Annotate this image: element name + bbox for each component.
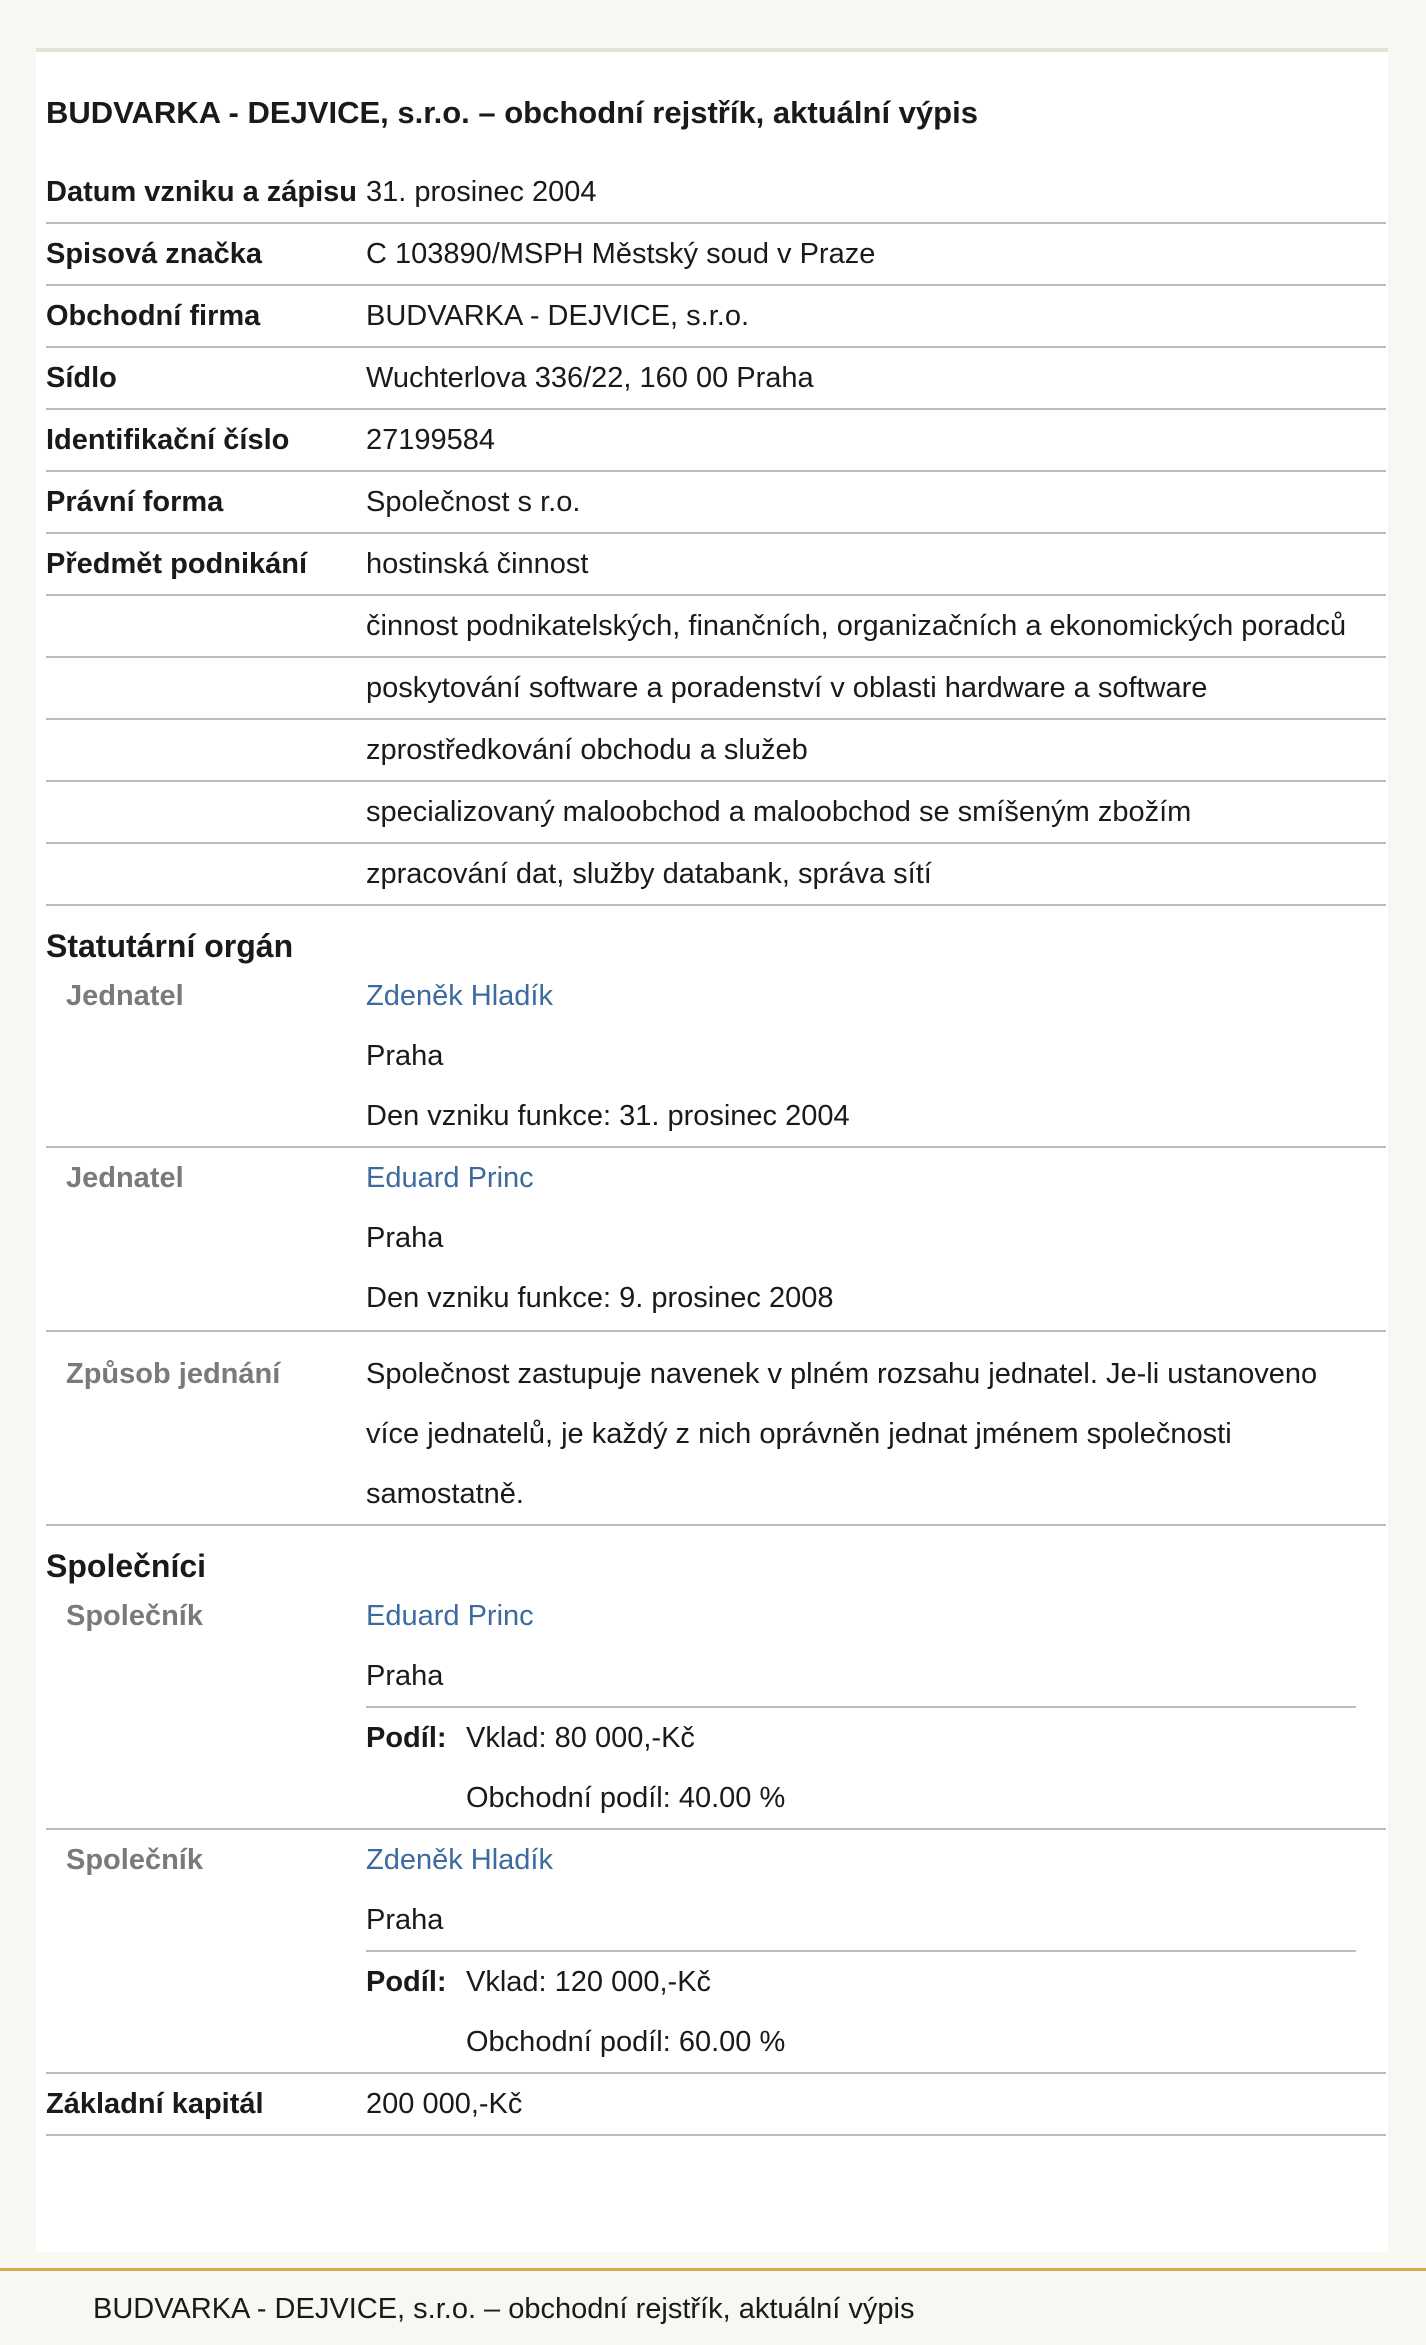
row-predmet-5 xyxy=(46,844,1386,906)
predmet-item: zpracování dat, služby databank, správa sítí xyxy=(366,858,932,890)
datum-label: Datum vzniku a zápisu xyxy=(46,176,358,208)
podil-label: Podíl: xyxy=(366,1966,447,1998)
row-predmet-1 xyxy=(46,596,1386,658)
firma-value: BUDVARKA - DEJVICE, s.r.o. xyxy=(366,300,750,332)
vklad-value: Vklad: 80 000,-Kč xyxy=(466,1722,695,1754)
person-name-link[interactable]: Eduard Princ xyxy=(366,1600,534,1632)
zpusob-label: Způsob jednání xyxy=(66,1358,281,1390)
page-title: BUDVARKA - DEJVICE, s.r.o. – obchodní rejstřík, aktuální výpis xyxy=(46,95,978,130)
role-label: Jednatel xyxy=(66,1162,184,1194)
vklad-value: Vklad: 120 000,-Kč xyxy=(466,1966,712,1998)
person-city: Praha xyxy=(366,1222,444,1254)
forma-label: Právní forma xyxy=(46,486,224,518)
predmet-item: zprostředkování obchodu a služeb xyxy=(366,734,808,766)
row-spisova-znacka xyxy=(46,224,1386,286)
row-sidlo xyxy=(46,348,1386,410)
row-zpusob-jednani xyxy=(46,1332,1386,1526)
row-datum-vzniku xyxy=(46,162,1386,224)
row-ic xyxy=(46,410,1386,472)
role-label: Společník xyxy=(66,1600,203,1632)
spolecnik-2 xyxy=(46,1830,1386,2074)
predmet-item: poskytování software a poradenství v oblasti hardware a software xyxy=(366,672,1208,704)
footer-text: BUDVARKA - DEJVICE, s.r.o. – obchodní rejstřík, aktuální výpis xyxy=(93,2293,915,2325)
podil-block xyxy=(366,1950,1356,2072)
statutar-member-1 xyxy=(46,966,1386,1148)
spolecnici-heading: Společníci xyxy=(46,1548,207,1584)
page-footer xyxy=(0,2268,1426,2345)
podil-label: Podíl: xyxy=(366,1722,447,1754)
row-zakladni-kapital xyxy=(46,2074,1386,2136)
datum-value: 31. prosinec 2004 xyxy=(366,176,597,208)
function-since: Den vzniku funkce: 9. prosinec 2008 xyxy=(366,1282,834,1314)
predmet-item: činnost podnikatelských, finančních, organizačních a ekonomických poradců xyxy=(366,610,1347,642)
predmet-item: specializovaný maloobchod a maloobchod se smíšeným zbožím xyxy=(366,796,1192,828)
statutarni-heading: Statutární orgán xyxy=(46,928,294,964)
spolecnik-1 xyxy=(46,1586,1386,1830)
row-predmet-2 xyxy=(46,658,1386,720)
forma-value: Společnost s r.o. xyxy=(366,486,581,518)
row-pravni-forma xyxy=(46,472,1386,534)
obchodni-podil-value: Obchodní podíl: 40.00 % xyxy=(466,1782,786,1814)
statutar-member-2 xyxy=(46,1148,1386,1332)
ic-label: Identifikační číslo xyxy=(46,424,290,456)
kapital-value: 200 000,-Kč xyxy=(366,2088,523,2120)
record-content xyxy=(46,94,1386,2136)
role-label: Společník xyxy=(66,1844,203,1876)
predmet-label: Předmět podnikání xyxy=(46,548,308,580)
firma-label: Obchodní firma xyxy=(46,300,261,332)
podil-block xyxy=(366,1706,1356,1828)
row-predmet-4 xyxy=(46,782,1386,844)
zpusob-text-line: více jednatelů, je každý z nich oprávněn jednat jménem společnosti xyxy=(366,1418,1232,1450)
spis-value: C 103890/MSPH Městský soud v Praze xyxy=(366,238,876,270)
function-since: Den vzniku funkce: 31. prosinec 2004 xyxy=(366,1100,850,1132)
record-card xyxy=(36,48,1388,2252)
spis-label: Spisová značka xyxy=(46,238,262,270)
kapital-label: Základní kapitál xyxy=(46,2088,264,2120)
predmet-item: hostinská činnost xyxy=(366,548,589,580)
person-city: Praha xyxy=(366,1040,444,1072)
row-obchodni-firma xyxy=(46,286,1386,348)
sidlo-label: Sídlo xyxy=(46,362,117,394)
sidlo-value: Wuchterlova 336/22, 160 00 Praha xyxy=(366,362,814,394)
zpusob-text-line: Společnost zastupuje navenek v plném rozsahu jednatel. Je-li ustanoveno xyxy=(366,1358,1318,1390)
ic-value: 27199584 xyxy=(366,424,496,456)
row-predmet-3 xyxy=(46,720,1386,782)
row-predmet-0 xyxy=(46,534,1386,596)
obchodni-podil-value: Obchodní podíl: 60.00 % xyxy=(466,2026,786,2058)
person-name-link[interactable]: Zdeněk Hladík xyxy=(366,1844,553,1876)
role-label: Jednatel xyxy=(66,980,184,1012)
person-city: Praha xyxy=(366,1904,444,1936)
zpusob-text-line: samostatně. xyxy=(366,1478,524,1510)
person-city: Praha xyxy=(366,1660,444,1692)
person-name-link[interactable]: Zdeněk Hladík xyxy=(366,980,553,1012)
person-name-link[interactable]: Eduard Princ xyxy=(366,1162,534,1194)
